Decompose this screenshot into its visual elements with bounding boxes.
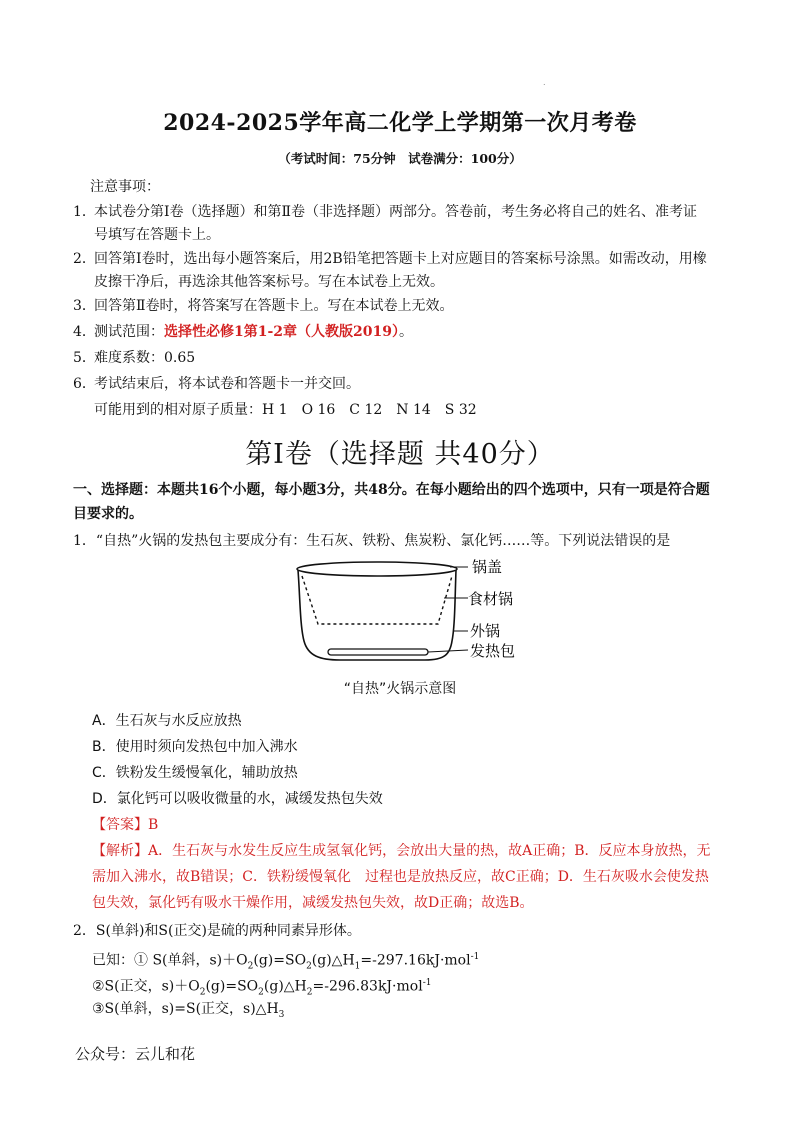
figure-caption: “自热”火锅示意图 bbox=[343, 681, 457, 697]
outer-pot-shape bbox=[298, 570, 456, 660]
note-1-line-2: 号填写在答题卡上。 bbox=[94, 227, 220, 243]
r1-sub-o2: 2 bbox=[247, 961, 254, 972]
r1-part-b: (g)=SO bbox=[253, 952, 307, 969]
answer-label: 【答案】 bbox=[92, 817, 148, 833]
label-food-pot: 食材锅 bbox=[468, 590, 514, 608]
note-5-number: 5． bbox=[73, 350, 96, 366]
option-b: B．使用时须向发热包中加入沸水 bbox=[92, 739, 298, 755]
analysis-line-2: 需加入沸水，故B错误；C．铁粉缓慢氧化 过程也是放热反应，故C正确；D．生石灰吸水会使发热 bbox=[92, 869, 709, 885]
heating-pack-shape bbox=[328, 649, 428, 655]
analysis-line-1 bbox=[92, 841, 711, 861]
r1-part-d: =-297.16kJ·mol bbox=[360, 952, 471, 969]
analysis-line-3: 包失效，氯化钙有吸水干燥作用，减缓发热包失效，故D正确；故选B。 bbox=[92, 895, 534, 911]
known-label: 已知： bbox=[92, 952, 134, 969]
note-5: 难度系数：0.65 bbox=[94, 350, 196, 366]
test-range: 选择性必修1第1-2章（人教版2019） bbox=[164, 324, 399, 340]
note-2-number: 2． bbox=[73, 251, 96, 267]
option-c: C．铁粉发生缓慢氧化，辅助放热 bbox=[92, 765, 298, 781]
atomic-masses: 可能用到的相对原子质量：H 1 O 16 C 12 N 14 S 32 bbox=[94, 402, 477, 418]
note-4-end: 。 bbox=[399, 324, 413, 340]
r3-sub-h3: 3 bbox=[278, 1009, 285, 1020]
footer-watermark: 公众号：云儿和花 bbox=[75, 1045, 196, 1063]
note-1-line-1: 本试卷分第Ⅰ卷（选择题）和第Ⅱ卷（非选择题）两部分。答卷前，考生务必将自己的姓名、准考证 bbox=[94, 204, 698, 220]
option-d: D．氯化钙可以吸收微量的水，减缓发热包失效 bbox=[92, 791, 383, 807]
question-2-stem: 2．S(单斜)和S(正交)是硫的两种同素异形体。 bbox=[73, 923, 361, 939]
r2-part-a: ②S(正交，s)＋O bbox=[92, 978, 200, 995]
notes-heading: 注意事项： bbox=[90, 179, 160, 195]
r2-part-c: (g)△H bbox=[263, 978, 307, 995]
r2-part-d: =-296.83kJ·mol bbox=[312, 978, 423, 995]
label-outer-pot: 外锅 bbox=[470, 622, 501, 640]
label-heating-pack: 发热包 bbox=[470, 642, 516, 660]
r2-sup: -1 bbox=[422, 978, 432, 988]
r2-sub-o2: 2 bbox=[199, 987, 206, 998]
note-6: 考试结束后，将本试卷和答题卡一并交回。 bbox=[94, 376, 360, 392]
r2-part-b: (g)=SO bbox=[205, 978, 259, 995]
note-2-line-2: 皮擦干净后，再选涂其他答案标号。写在本试卷上无效。 bbox=[94, 274, 444, 290]
r3-text: ③S(单斜，s)=S(正交，s)△H bbox=[92, 1001, 279, 1017]
note-4-number: 4． bbox=[73, 324, 96, 340]
note-2-line-1: 回答第Ⅰ卷时，选出每小题答案后，用2B铅笔把答题卡上对应题目的答案标号涂黑。如需改动，用橡 bbox=[94, 251, 707, 267]
note-3-number: 3． bbox=[73, 298, 96, 314]
question-1-stem: 1．“自热”火锅的发热包主要成分有：生石灰、铁粉、焦炭粉、氯化钙……等。下列说法错误的是 bbox=[73, 533, 671, 549]
r1-sub-so2: 2 bbox=[306, 961, 312, 972]
section-instruction-line-2: 目要求的。 bbox=[73, 506, 143, 522]
note-4-label: 测试范围： bbox=[94, 324, 164, 340]
section-title: 第Ⅰ卷（选择题 共40分） bbox=[245, 439, 555, 470]
r1-sub-h1: 1 bbox=[354, 961, 361, 972]
note-1-number: 1． bbox=[73, 204, 96, 220]
r1-part-c: (g)△H bbox=[311, 952, 355, 969]
note-4 bbox=[94, 322, 413, 342]
r1-sup: -1 bbox=[470, 952, 480, 962]
hotpot-diagram bbox=[280, 556, 540, 666]
label-lid: 锅盖 bbox=[472, 558, 503, 576]
r2-sub-so2: 2 bbox=[258, 987, 264, 998]
option-a: A．生石灰与水反应放热 bbox=[92, 713, 242, 729]
note-6-number: 6． bbox=[73, 376, 96, 392]
r2-sub-h2: 2 bbox=[306, 987, 313, 998]
exam-subtitle: （考试时间：75分钟 试卷满分：100分） bbox=[278, 151, 522, 166]
section-instruction-line-1: 一、选择题：本题共16个小题，每小题3分，共48分。在每小题给出的四个选项中，只有一项是符合题 bbox=[73, 482, 710, 498]
note-3: 回答第Ⅱ卷时，将答案写在答题卡上。写在本试卷上无效。 bbox=[94, 298, 454, 314]
analysis-text-1: A．生石灰与水发生反应生成氢氧化钙，会放出大量的热，故A正确；B．反应本身放热，无 bbox=[148, 843, 711, 859]
food-pot-shape bbox=[302, 576, 452, 624]
stray-dot: . bbox=[543, 78, 546, 87]
r1-part-a: ① S(单斜，s)＋O bbox=[134, 952, 248, 969]
answer-value: B bbox=[148, 817, 159, 833]
reaction-3 bbox=[92, 999, 284, 1025]
lid-shape bbox=[297, 562, 457, 576]
answer-line bbox=[92, 815, 158, 835]
exam-title: 2024-2025学年高二化学上学期第一次月考卷 bbox=[163, 110, 637, 136]
analysis-label: 【解析】 bbox=[92, 843, 148, 859]
